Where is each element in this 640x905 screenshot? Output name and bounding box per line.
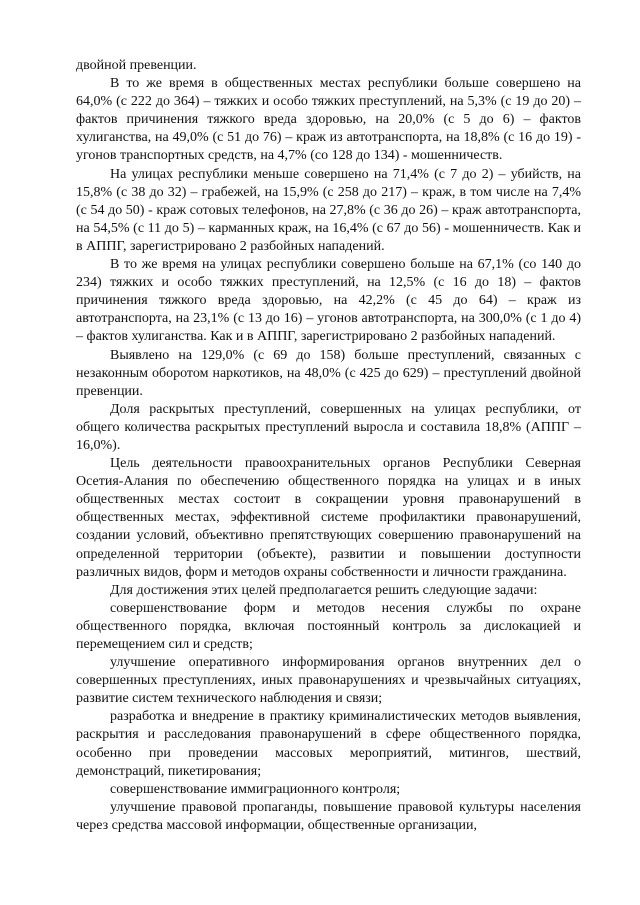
paragraph-7: Цель деятельности правоохранительных органов Республики Северная Осетия-Алания по обеспечению общественного порядка на улицах и в иных общественных местах состоит в сокращении уровня правонарушений в общественных местах, эффективной системе профилактики правонарушений, создании условий, объективно препятствующих совершению правонарушений на определенной территории (объекте), развитии и повышении доступности различных видов, форм и методов охраны собственности и личности гражданина. <box>76 456 581 580</box>
task-item-3: разработка и внедрение в практику криминалистических методов выявления, раскрытия и расследования правонарушений в сфере общественного порядка, особенно при проведении массовых мероприятий, митингов, шествий, демонстраций, пикетирования; <box>76 709 581 779</box>
paragraph-1: двойной превенции. <box>76 58 197 73</box>
paragraph-3: На улицах республики меньше совершено на 71,4% (с 7 до 2) – убийств, на 15,8% (с 38 до 32) – грабежей, на 15,9% (с 258 до 217) – краж, в том числе на 7,4% (с 54 до 50) - краж сотовых телефонов, на 27,8% (с 36 до 26) – краж автотранспорта, на 54,5% (с 11 до 5) – карманных краж, на 16,4% (с 67 до 56) - мошенничеств. Как и в АППГ, зарегистрировано 2 разбойных нападений. <box>76 166 581 254</box>
paragraph-2: В то же время в общественных местах республики больше совершено на 64,0% (с 222 до 364) – тяжких и особо тяжких преступлений, на 5,3% (с 19 до 20) – фактов причинения тяжкого вреда здоровью, на 20,0% (с 5 до 6) – фактов хулиганства, на 49,0% (с 51 до 76) – краж из автотранспорта, на 18,8% (с 16 до 19) - угонов транспортных средств, на 4,7% (со 128 до 134) - мошенничеств. <box>76 76 581 164</box>
paragraph-8: Для достижения этих целей предполагается решить следующие задачи: <box>110 582 538 598</box>
task-item-4: совершенствование иммиграционного контроля; <box>110 781 401 797</box>
paragraph-6: Доля раскрытых преступлений, совершенных на улицах республики, от общего количества раскрытых преступлений выросла и составила 18,8% (АППГ – 16,0%). <box>76 401 581 453</box>
task-item-1: совершенствование форм и методов несения службы по охране общественного порядка, включая постоянный контроль за дислокацией и перемещением сил и средств; <box>76 600 581 652</box>
document-page <box>76 57 581 835</box>
task-item-2: улучшение оперативного информирования органов внутренних дел о совершенных преступлениях, иных правонарушениях и чрезвычайных ситуациях, развитие систем технического наблюдения и связи; <box>76 655 581 707</box>
paragraph-4: В то же время на улицах республики совершено больше на 67,1% (со 140 до 234) тяжких и особо тяжких преступлений, на 12,5% (с 16 до 18) – фактов причинения тяжкого вреда здоровью, на 42,2% (с 45 до 64) – краж из автотранспорта, на 23,1% (с 13 до 16) – угонов автотранспорта, на 300,0% (с 1 до 4) – фактов хулиганства. Как и в АППГ, зарегистрировано 2 разбойных нападений. <box>76 257 581 345</box>
task-item-5: улучшение правовой пропаганды, повышение правовой культуры населения через средства массовой информации, общественные организации, <box>76 799 581 833</box>
paragraph-5: Выявлено на 129,0% (с 69 до 158) больше преступлений, связанных с незаконным оборотом наркотиков, на 48,0% (с 425 до 629) – преступлений двойной превенции. <box>76 347 581 399</box>
